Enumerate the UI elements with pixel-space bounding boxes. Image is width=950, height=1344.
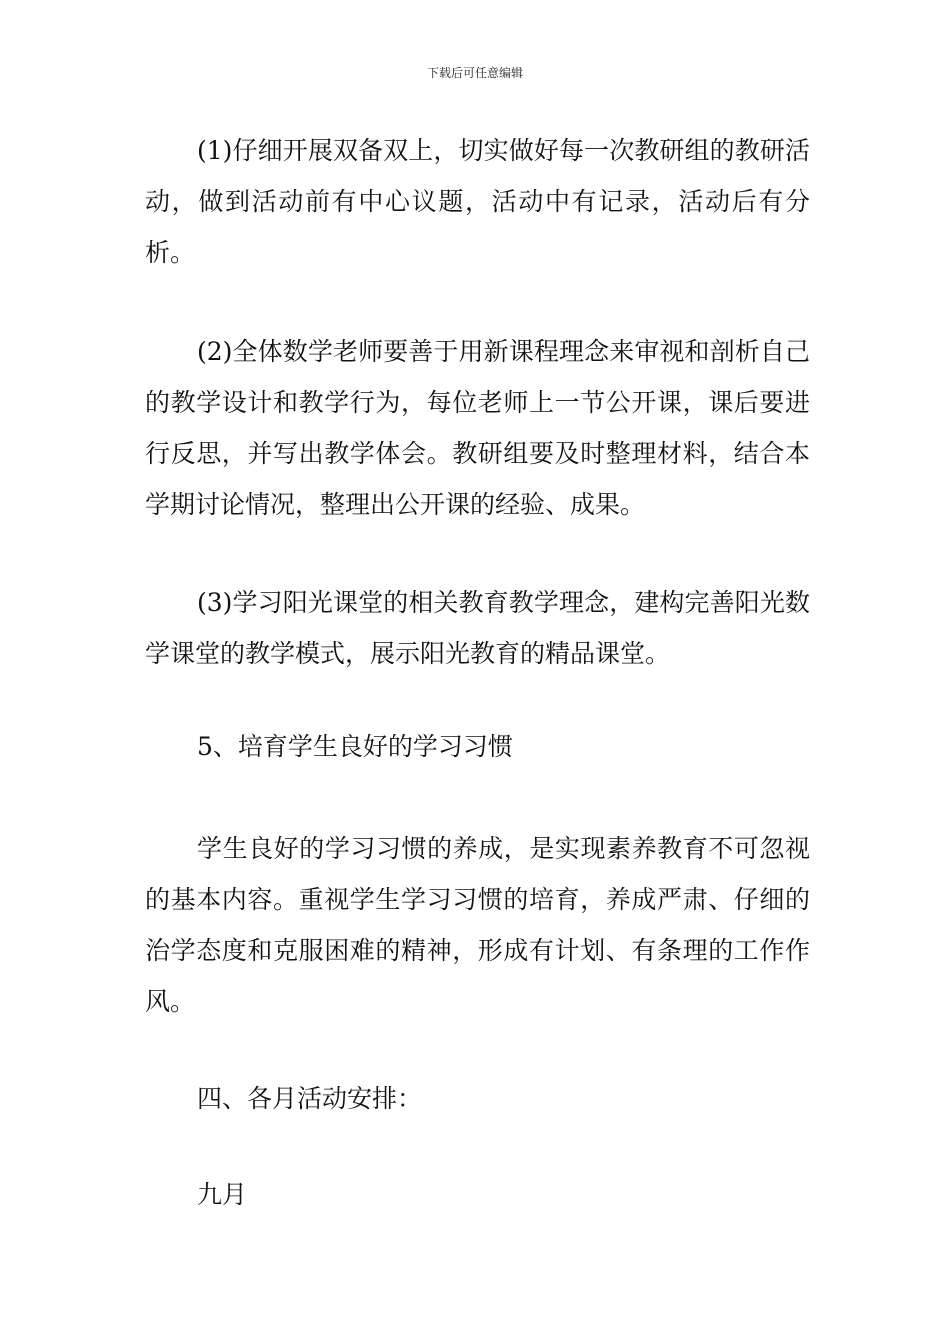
section-heading-study-habits: 5、培育学生良好的学习习惯	[197, 732, 513, 761]
paragraph-study-habits: 学生良好的学习习惯的养成，是实现素养教育不可忽视的基本内容。重视学生学习习惯的培育，养成严肃、仔细的治学态度和克服困难的精神，形成有计划、有条理的工作作风。	[145, 834, 810, 1016]
paragraph-sunshine-classroom: (3)学习阳光课堂的相关教育教学理念，建构完善阳光数学课堂的教学模式，展示阳光教育的精品课堂。	[145, 588, 810, 668]
paragraph-open-class-reflection: (2)全体数学老师要善于用新课程理念来审视和剖析自己的教学设计和教学行为，每位老师上一节公开课，课后要进行反思，并写出教学体会。教研组要及时整理材料，结合本学期讨论情况，整理出公开课的经验、成果。	[145, 337, 810, 519]
paragraph-research-activities: (1)仔细开展双备双上，切实做好每一次教研组的教研活动，做到活动前有中心议题，活动中有记录，活动后有分析。	[145, 136, 810, 267]
page-header: 下载后可任意编辑	[426, 66, 523, 80]
section-heading-monthly-schedule: 四、各月活动安排：	[197, 1084, 423, 1113]
month-heading-september: 九月	[197, 1180, 248, 1209]
